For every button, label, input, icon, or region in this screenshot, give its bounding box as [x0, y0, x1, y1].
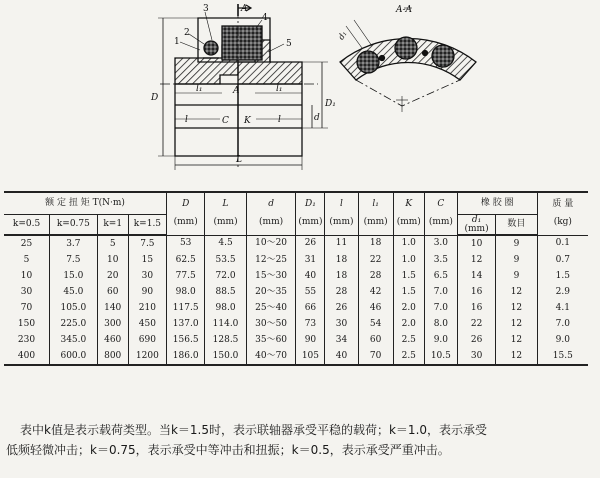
table-header [4, 192, 588, 235]
table-cell: 1.5 [393, 268, 424, 284]
table-cell: 12 [496, 348, 537, 365]
table-cell: 690 [128, 332, 166, 348]
table-cell: 3.5 [424, 252, 457, 268]
table-cell: 2.5 [393, 348, 424, 365]
dim-L: L [236, 155, 242, 165]
table-cell: 54 [358, 316, 393, 332]
table-cell: 62.5 [167, 252, 205, 268]
table-row [4, 268, 588, 284]
table-cell: 10 [457, 235, 495, 252]
col-L: L (mm) [205, 192, 246, 235]
table-cell: 300 [97, 316, 128, 332]
table-cell: 26 [457, 332, 495, 348]
dim-l-right: l [278, 115, 281, 125]
table-cell: 600.0 [50, 348, 98, 365]
table-cell: 55 [296, 284, 325, 300]
table-cell: 40 [296, 268, 325, 284]
dim-d: d [314, 113, 320, 123]
table-cell: 460 [97, 332, 128, 348]
table-cell: 12 [496, 300, 537, 316]
table-cell: 10～20 [246, 235, 296, 252]
table-cell: 9.0 [555, 334, 570, 345]
table-cell: 35～60 [246, 332, 296, 348]
section-hole-2 [395, 37, 417, 59]
table-cell: 4.1 [555, 302, 570, 313]
table-cell: 22 [457, 316, 495, 332]
table-cell: 40 [325, 348, 358, 365]
col-rubber-count: 数目 [496, 215, 537, 236]
table-row [4, 316, 588, 332]
col-k-1.5: k=1.5 [128, 215, 166, 236]
table-cell: 2.5 [393, 332, 424, 348]
table-cell: 7.0 [424, 284, 457, 300]
part-2: 2 [184, 28, 190, 38]
table-cell: 11 [325, 235, 358, 252]
table-cell: 230 [4, 332, 50, 348]
col-weight: 质 量 (kg) [537, 192, 588, 235]
col-K: K (mm) [393, 192, 424, 235]
table-cell: 18 [358, 235, 393, 252]
part-3: 3 [203, 4, 209, 14]
table-cell: 5 [97, 235, 128, 252]
table-cell: 18 [325, 252, 358, 268]
col-k-0.75: k=0.75 [50, 215, 98, 236]
table-cell: 20～35 [246, 284, 296, 300]
dim-A: A [233, 86, 240, 96]
table-cell: 400 [4, 348, 50, 365]
table-cell: 7.0 [555, 318, 570, 329]
table-cell: 98.0 [167, 284, 205, 300]
dim-K: K [244, 116, 251, 126]
part-4: 4 [262, 13, 268, 23]
table-cell: 14 [457, 268, 495, 284]
table-cell: 10.5 [424, 348, 457, 365]
col-l1: l₁ (mm) [358, 192, 393, 235]
table-cell: 28 [325, 284, 358, 300]
table-cell: 10 [97, 252, 128, 268]
rubber-ring-header: 橡 胶 圈 [457, 192, 537, 215]
table-cell: 18 [325, 268, 358, 284]
table-row [4, 235, 588, 252]
table-cell: 12～25 [246, 252, 296, 268]
table-cell: 46 [358, 300, 393, 316]
section-labels [336, 5, 412, 41]
col-k-1: k=1 [97, 215, 128, 236]
table-cell: 128.5 [205, 332, 246, 348]
table-cell: 25 [4, 235, 50, 252]
table-cell: 15～30 [246, 268, 296, 284]
table-cell: 7.5 [128, 235, 166, 252]
table-cell: 9.0 [424, 332, 457, 348]
table-cell: 9 [496, 235, 537, 252]
table-cell: 150.0 [205, 348, 246, 365]
table-cell: 7.5 [50, 252, 98, 268]
table-cell: 16 [457, 284, 495, 300]
table-cell: 114.0 [205, 316, 246, 332]
col-C: C (mm) [424, 192, 457, 235]
table-cell: 12 [496, 284, 537, 300]
col-l: l (mm) [325, 192, 358, 235]
table-cell: 1200 [128, 348, 166, 365]
table-cell: 5 [4, 252, 50, 268]
table-row [4, 332, 588, 348]
dim-C: C [222, 116, 229, 126]
table-cell: 15.5 [537, 348, 588, 365]
table-cell: 72.0 [205, 268, 246, 284]
dim-D1: D₁ [325, 99, 336, 109]
table-cell: 15.0 [50, 268, 98, 284]
table-cell: 10 [4, 268, 50, 284]
table-cell: 3.0 [424, 235, 457, 252]
table-cell: 26 [296, 235, 325, 252]
table-row [4, 348, 588, 365]
col-D1: D₁ (mm) [296, 192, 325, 235]
table-cell: 31 [296, 252, 325, 268]
table-cell: 60 [358, 332, 393, 348]
table-cell: 98.0 [205, 300, 246, 316]
table-cell: 12 [496, 332, 537, 348]
table-cell: 156.5 [167, 332, 205, 348]
table-cell: 12 [496, 316, 537, 332]
table-cell: 6.5 [424, 268, 457, 284]
table-row [4, 252, 588, 268]
table-cell: 88.5 [205, 284, 246, 300]
section-marker: A [241, 4, 248, 14]
table-cell: 137.0 [167, 316, 205, 332]
table-cell: 2.0 [393, 300, 424, 316]
col-rubber-d1: d₁ (mm) [457, 215, 495, 236]
table-cell: 15 [128, 252, 166, 268]
table-cell: 9 [496, 252, 537, 268]
table-cell: 2.9 [555, 286, 570, 297]
table-cell: 77.5 [167, 268, 205, 284]
part-5: 5 [286, 39, 292, 49]
dim-l1-left: l₁ [196, 84, 203, 94]
table-cell: 1.0 [393, 235, 424, 252]
table-cell: 60 [97, 284, 128, 300]
col-d: d (mm) [246, 192, 296, 235]
torque-group-header: 额 定 扭 矩 T(N·m) [4, 192, 167, 215]
table-cell: 105.0 [50, 300, 98, 316]
table-cell: 90 [296, 332, 325, 348]
table-cell: 0.1 [555, 238, 570, 249]
dim-D: D [151, 93, 159, 103]
table-cell: 30 [457, 348, 495, 365]
col-k-0.5: k=0.5 [4, 215, 50, 236]
table-cell: 42 [358, 284, 393, 300]
table-cell: 150 [4, 316, 50, 332]
table-cell: 25～40 [246, 300, 296, 316]
table-cell: 1.5 [555, 270, 570, 281]
table-cell: 16 [457, 300, 495, 316]
table-cell: 53 [167, 235, 205, 252]
table-cell: 210 [128, 300, 166, 316]
dim-d1: d₁ [336, 29, 349, 42]
table-cell: 0.7 [555, 254, 570, 265]
table-cell: 70 [358, 348, 393, 365]
footnote-line-1: 表中k值是表示载荷类型。当k＝1.5时，表示联轴器承受平稳的载荷；k＝1.0，表示承受 [20, 423, 488, 437]
rubber-ring [222, 26, 262, 60]
table-cell: 9 [496, 268, 537, 284]
pin-bolt [204, 41, 218, 55]
table-row [4, 300, 588, 316]
table-cell: 1.5 [393, 284, 424, 300]
table-cell: 90 [128, 284, 166, 300]
table-cell: 53.5 [205, 252, 246, 268]
table-cell: 140 [97, 300, 128, 316]
table-cell: 45.0 [50, 284, 98, 300]
table-cell: 7.0 [424, 300, 457, 316]
table-cell: 30 [4, 284, 50, 300]
table-cell: 225.0 [50, 316, 98, 332]
section-hole-1 [357, 51, 379, 73]
table-cell: 8.0 [424, 316, 457, 332]
section-view [340, 8, 476, 112]
table-cell: 73 [296, 316, 325, 332]
table-cell: 28 [358, 268, 393, 284]
table-cell: 66 [296, 300, 325, 316]
section-hole-3 [432, 45, 454, 67]
footnote-line-2: 低频轻微冲击；k＝0.75，表示承受中等冲击和扭振；k＝0.5，表示承受严重冲击。 [6, 443, 450, 457]
table-cell: 40～70 [246, 348, 296, 365]
table-cell: 30 [325, 316, 358, 332]
table-cell: 186.0 [167, 348, 205, 365]
table-cell: 800 [97, 348, 128, 365]
table-cell: 30～50 [246, 316, 296, 332]
table-cell: 4.5 [205, 235, 246, 252]
spec-table [4, 191, 588, 366]
table-row [4, 284, 588, 300]
table-cell: 26 [325, 300, 358, 316]
col-D: D (mm) [167, 192, 205, 235]
table-cell: 450 [128, 316, 166, 332]
table-cell: 30 [128, 268, 166, 284]
section-title: A-A [396, 5, 413, 15]
table-body [4, 235, 588, 365]
coupling-drawing [0, 0, 600, 190]
table-cell: 70 [4, 300, 50, 316]
part-1: 1 [174, 37, 180, 47]
table-cell: 20 [97, 268, 128, 284]
table-cell: 34 [325, 332, 358, 348]
table-cell: 1.0 [393, 252, 424, 268]
footnote [6, 420, 590, 460]
table-cell: 3.7 [50, 235, 98, 252]
dim-l1-right: l₁ [276, 84, 283, 94]
table-cell: 22 [358, 252, 393, 268]
table-cell: 2.0 [393, 316, 424, 332]
table-cell: 105 [296, 348, 325, 365]
dim-l-left: l [185, 115, 188, 125]
table-cell: 12 [457, 252, 495, 268]
table-cell: 117.5 [167, 300, 205, 316]
table-cell: 345.0 [50, 332, 98, 348]
